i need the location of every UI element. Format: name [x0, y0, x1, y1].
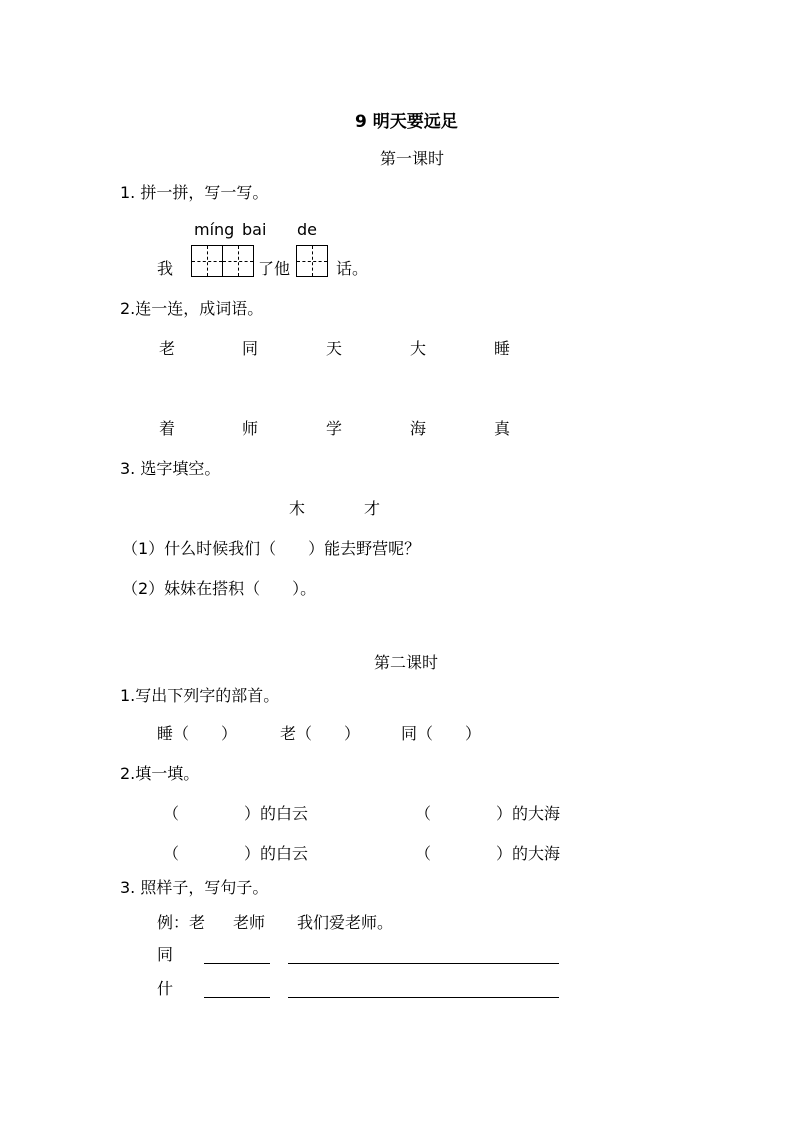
practice-char: 同 — [157, 945, 174, 964]
practice-char: 什 — [157, 979, 174, 998]
q1-text-mid: 了他 — [258, 259, 291, 278]
pinyin-de: de — [297, 220, 317, 239]
radical-item[interactable]: 同（ ） — [401, 724, 482, 743]
option-char-mu: 木 — [289, 499, 306, 518]
fill-open-paren: （ — [163, 804, 180, 823]
fill-open-paren: （ — [415, 844, 432, 863]
pinyin-bai: bai — [242, 220, 267, 239]
word-answer-line[interactable] — [204, 997, 270, 998]
option-char-cai: 才 — [364, 499, 381, 518]
l2-q2-label: 2.填一填。 — [120, 764, 200, 783]
q1-text-pre: 我 — [157, 259, 174, 278]
fill-suffix-clouds: 的白云 — [260, 844, 309, 863]
fill-close-paren: ） — [496, 804, 513, 823]
fill-close-paren: ） — [244, 844, 261, 863]
match-top-char[interactable]: 天 — [326, 339, 343, 358]
example-sentence: 我们爱老师。 — [297, 913, 394, 932]
fill-open-paren: （ — [415, 804, 432, 823]
l2-q3-label: 3. 照样子，写句子。 — [120, 878, 269, 897]
q3-label: 3. 选字填空。 — [120, 459, 221, 478]
writing-box-2[interactable] — [222, 245, 254, 277]
match-top-char[interactable]: 睡 — [494, 339, 511, 358]
match-bottom-char[interactable]: 真 — [494, 419, 511, 438]
l2-q1-label: 1.写出下列字的部首。 — [120, 686, 280, 705]
q2-label: 2.连一连，成词语。 — [120, 299, 264, 318]
radical-item[interactable]: 老（ ） — [280, 724, 361, 743]
match-bottom-char[interactable]: 学 — [326, 419, 343, 438]
fill-close-paren: ） — [244, 804, 261, 823]
fill-close-paren: ） — [496, 844, 513, 863]
example-prefix: 例：老 — [157, 913, 206, 932]
match-bottom-char[interactable]: 着 — [159, 419, 176, 438]
writing-box-3[interactable] — [296, 245, 328, 277]
fill-open-paren: （ — [163, 844, 180, 863]
word-answer-line[interactable] — [204, 963, 270, 964]
page-title: 9 明天要远足 — [355, 112, 458, 132]
sentence-answer-line[interactable] — [288, 997, 559, 998]
match-top-char[interactable]: 老 — [159, 339, 176, 358]
fill-sentence-1[interactable]: （1）什么时候我们（ ）能去野营呢？ — [122, 539, 421, 558]
match-top-char[interactable]: 同 — [242, 339, 259, 358]
fill-suffix-sea: 的大海 — [512, 844, 561, 863]
fill-sentence-2[interactable]: （2）妹妹在搭积（ ）。 — [122, 579, 317, 598]
writing-box-1[interactable] — [191, 245, 223, 277]
q1-label: 1. 拼一拼，写一写。 — [120, 183, 269, 202]
example-word: 老师 — [233, 913, 266, 932]
pinyin-ming: míng — [194, 220, 235, 239]
lesson2-heading: 第二课时 — [374, 653, 439, 672]
match-top-char[interactable]: 大 — [410, 339, 427, 358]
sentence-answer-line[interactable] — [288, 963, 559, 964]
fill-suffix-sea: 的大海 — [512, 804, 561, 823]
q1-text-post: 话。 — [336, 259, 369, 278]
match-bottom-char[interactable]: 海 — [410, 419, 427, 438]
fill-suffix-clouds: 的白云 — [260, 804, 309, 823]
radical-item[interactable]: 睡（ ） — [157, 724, 238, 743]
lesson1-heading: 第一课时 — [380, 149, 445, 168]
match-bottom-char[interactable]: 师 — [242, 419, 259, 438]
